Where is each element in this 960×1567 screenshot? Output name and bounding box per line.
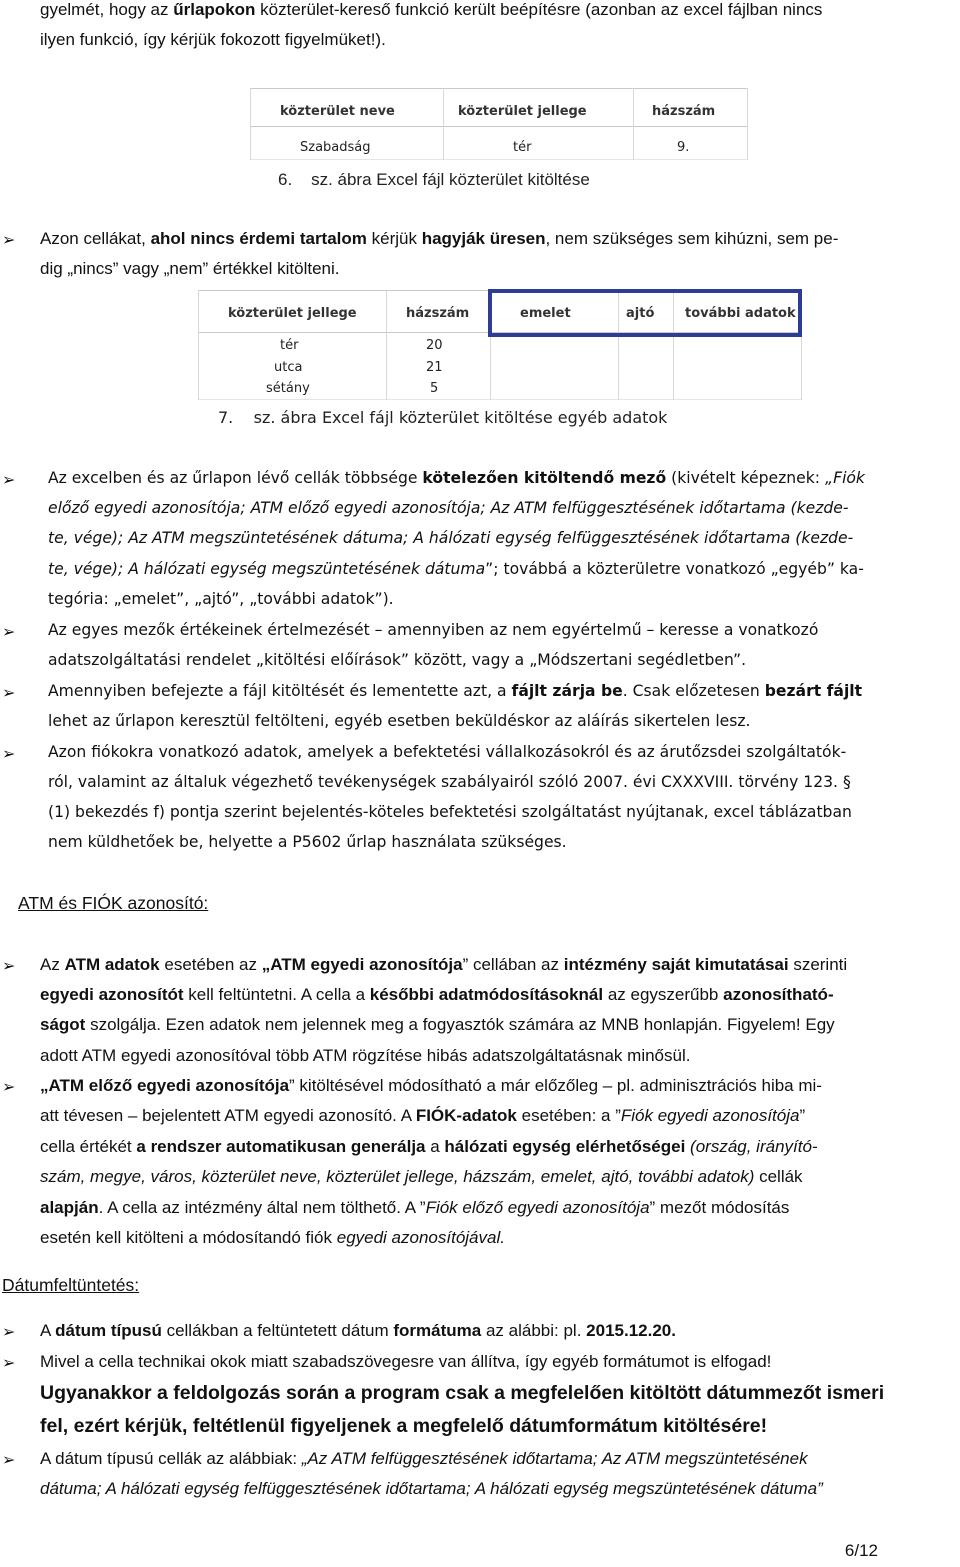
bullet-arrow-icon: [2, 618, 26, 648]
branch-line-1: Azon fiókokra vonatkozó adatok, amelyek a befektetési vállalkozásokról és az árutőzsdei szolgáltatók-: [48, 743, 847, 761]
mandatory-line-2: előző egyedi azonosítója; ATM előző egyedi azonosítója; Az ATM felfüggesztésének időtartama (kezde-: [48, 499, 849, 517]
date-cells-line-2: dátuma; A hálózati egység felfüggesztésének időtartama; A hálózati egység megszüntetésének dátuma”: [40, 1479, 823, 1498]
bullet-arrow-icon: [2, 466, 26, 496]
bullet-arrow-icon: [2, 1318, 26, 1348]
atm-prev-line-5: alapján. A cella az intézmény által nem tölthető. A ”Fiók előző egyedi azonosítója” mezőt módosítás: [40, 1198, 790, 1217]
atm-prev-line-1: „ATM előző egyedi azonosítója” kitöltésével módosítható a már előzőleg – pl. adminisztrációs hiba mi-: [40, 1076, 822, 1095]
empty-cells-line-1: Azon cellákat, ahol nincs érdemi tartalom kérjük hagyják üresen, nem szükséges sem kihúzni, sem pe-: [40, 229, 839, 248]
mandatory-line-3: te, vége); Az ATM megszüntetésének dátuma; A hálózati egység felfüggesztésének időtartama (kezde-: [48, 529, 854, 547]
atm-prev-line-4: szám, megye, város, közterület neve, közterület jellege, házszám, emelet, ajtó, további adatok) cellák: [40, 1167, 803, 1186]
atm-prev-line-6: esetén kell kitölteni a módosítandó fiók egyedi azonosítójával.: [40, 1228, 505, 1247]
intro-line-1: gyelmét, hogy az űrlapokon közterület-kereső funkció került beépítésre (azonban az excel fájlban nincs: [40, 0, 823, 19]
bullet-arrow-icon: [2, 740, 26, 770]
bullet-arrow-icon: [2, 1073, 26, 1103]
close-file-line-2: lehet az űrlapon keresztül feltölteni, egyéb esetben beküldéskor az aláírás sikertelen lesz.: [48, 712, 751, 730]
branch-line-2: ról, valamint az általuk végezhető tevékenységek szabályairól szóló 2007. évi CXXXVIII. törvény 123. §: [48, 773, 851, 791]
empty-cells-line-2: dig „nincs” vagy „nem” értékkel kitölteni.: [40, 259, 340, 278]
fig7-row3-number: 5: [430, 381, 439, 396]
date-format-line: A dátum típusú cellákban a feltüntetett dátum formátuma az alábbi: pl. 2015.12.20.: [40, 1321, 676, 1340]
bullet-arrow-icon: [2, 226, 26, 256]
atm-line-2: egyedi azonosítót kell feltüntetni. A cella a későbbi adatmódosításoknál az egyszerűbb azonosítható-: [40, 985, 834, 1004]
fig7-row2-number: 21: [426, 360, 443, 375]
figure-7-caption: 7. sz. ábra Excel fájl közterület kitöltése egyéb adatok: [218, 408, 668, 427]
atm-line-1: Az ATM adatok esetében az „ATM egyedi azonosítója” cellában az intézmény saját kimutatásai szerinti: [40, 955, 848, 974]
page-number: 6/12: [844, 1541, 878, 1560]
mandatory-line-4: te, vége); A hálózati egység megszüntetésének dátuma”; továbbá a közterületre vonatkozó „egyéb” ka-: [48, 560, 864, 578]
free-text-line-1: Mivel a cella technikai okok miatt szabadszövegesre van állítva, így egyéb formátumot is elfogad!: [40, 1352, 772, 1371]
atm-prev-line-3: cella értékét a rendszer automatikusan generálja a hálózati egység elérhetőségei (ország, irányító-: [40, 1137, 818, 1156]
fig6-cell-street-type: tér: [513, 140, 532, 155]
close-file-line-1: Amennyiben befejezte a fájl kitöltését és lementette azt, a fájlt zárja be. Csak előzetesen bezárt fájlt: [48, 682, 863, 700]
excel-figure-6: [250, 88, 748, 160]
bullet-arrow-icon: [2, 679, 26, 709]
fig7-row2-type: utca: [274, 360, 303, 375]
fig7-header-door: ajtó: [626, 306, 655, 321]
free-text-line-3: fel, ezért kérjük, feltétlenül figyeljenek a megfelelő dátumformátum kitöltésére!: [40, 1415, 768, 1437]
bullet-arrow-icon: [2, 952, 26, 982]
mandatory-line-1: Az excelben és az űrlapon lévő cellák többsége kötelezően kitöltendő mező (kivételt képeznek: „Fiók: [48, 469, 865, 487]
fig7-row1-number: 20: [426, 338, 443, 353]
bullet-arrow-icon: [2, 1349, 26, 1379]
interpretation-line-1: Az egyes mezők értékeinek értelmezését – amennyiben az nem egyértelmű – keresse a vonatkozó: [48, 621, 819, 639]
fig6-header-street-type: közterület jellege: [458, 104, 587, 119]
section-title-date: Dátumfeltüntetés:: [2, 1275, 140, 1295]
fig6-header-street-name: közterület neve: [280, 104, 395, 119]
bullet-arrow-icon: [2, 1446, 26, 1476]
fig7-row1-type: tér: [280, 338, 299, 353]
branch-line-3: (1) bekezdés f) pontja szerint bejelentés-köteles befektetési szolgáltatást nyújtanak, excel táblázatban: [48, 803, 852, 821]
fig7-header-other-data: további adatok: [685, 306, 796, 321]
fig7-header-floor: emelet: [520, 306, 571, 321]
fig6-cell-house-number: 9.: [677, 140, 690, 155]
fig6-cell-street-name: Szabadság: [300, 140, 371, 155]
free-text-line-2: Ugyanakkor a feldolgozás során a program csak a megfelelően kitöltött dátummezőt ismeri: [40, 1382, 885, 1404]
excel-figure-7: [198, 290, 802, 400]
atm-prev-line-2: att tévesen – bejelentett ATM egyedi azonosító. A FIÓK-adatok esetében: a ”Fiók egyedi azonosítója”: [40, 1106, 806, 1125]
intro-line-2: ilyen funkció, így kérjük fokozott figyelmüket!).: [40, 30, 386, 49]
mandatory-line-5: tegória: „emelet”, „ajtó”, „további adatok”).: [48, 590, 394, 608]
atm-line-3: ságot szolgálja. Ezen adatok nem jelennek meg a fogyasztók számára az MNB honlapján. Figyelem! Egy: [40, 1015, 835, 1034]
fig7-header-house-number: házszám: [406, 306, 470, 321]
branch-line-4: nem küldhetőek be, helyette a P5602 űrlap használata szükséges.: [48, 833, 567, 851]
interpretation-line-2: adatszolgáltatási rendelet „kitöltési előírások” között, vagy a „Módszertani segédletben”.: [48, 651, 747, 669]
atm-line-4: adott ATM egyedi azonosítóval több ATM rögzítése hibás adatszolgáltatásnak minősül.: [40, 1046, 691, 1065]
section-title-atm: ATM és FIÓK azonosító:: [18, 893, 209, 913]
fig6-header-house-number: házszám: [652, 104, 716, 119]
figure-6-caption: 6. sz. ábra Excel fájl közterület kitöltése: [278, 170, 590, 189]
fig7-row3-type: sétány: [266, 381, 310, 396]
date-cells-line-1: A dátum típusú cellák az alábbiak: „Az ATM felfüggesztésének időtartama; Az ATM megszüntetésének: [40, 1449, 808, 1468]
fig7-header-street-type: közterület jellege: [228, 306, 357, 321]
